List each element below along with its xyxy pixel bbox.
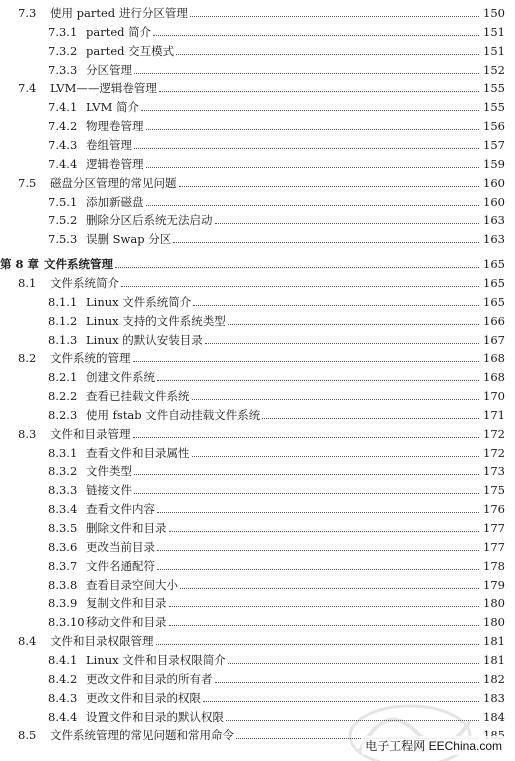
- subsection-entry: [0, 517, 515, 535]
- entry-page-number: 165: [483, 257, 505, 272]
- dot-leader: [146, 129, 480, 130]
- entry-title: LVM——逻辑卷管理: [50, 81, 157, 96]
- dot-leader: [192, 456, 480, 457]
- entry-title: 删除文件和目录: [86, 521, 167, 535]
- entry-page-number: 155: [483, 100, 505, 115]
- entry-title: 查看目录空间大小: [86, 577, 178, 592]
- entry-title: 链接文件: [86, 483, 132, 498]
- entry-page-number: 182: [483, 671, 505, 686]
- entry-title: 使用 fstab 文件自动挂载文件系统: [86, 407, 261, 422]
- entry-number: 7.4.4: [48, 156, 78, 171]
- subsection-entry: [0, 329, 515, 347]
- entry-title: Linux 文件和目录权限简介: [86, 652, 226, 667]
- entry-title: 更改文件和目录的权限: [86, 690, 201, 705]
- dot-leader: [157, 569, 479, 570]
- entry-title: 查看文件内容: [86, 502, 155, 517]
- entry-number: 7.3.2: [48, 43, 78, 58]
- entry-page-number: 156: [483, 119, 505, 134]
- entry-number: 7.5: [18, 175, 37, 190]
- subsection-entry: [0, 404, 515, 422]
- dot-leader: [156, 644, 480, 645]
- section-entry: [0, 77, 515, 95]
- entry-title: 使用 parted 进行分区管理: [50, 6, 188, 20]
- entry-number: 8.1.2: [48, 313, 78, 328]
- entry-title: 误删 Swap 分区: [86, 232, 172, 247]
- dot-leader: [134, 148, 479, 149]
- entry-page-number: 173: [483, 464, 505, 479]
- dot-leader: [169, 606, 480, 607]
- dot-leader: [262, 418, 479, 419]
- entry-number: 8.3.10: [48, 615, 85, 630]
- subsection-entry: [0, 209, 515, 227]
- entry-number: 8.3.9: [48, 596, 78, 611]
- entry-title: LVM 简介: [86, 100, 140, 115]
- dot-leader: [157, 380, 479, 381]
- subsection-entry: [0, 611, 515, 629]
- subsection-entry: [0, 592, 515, 610]
- entry-number: 第 8 章: [0, 257, 40, 272]
- entry-page-number: 180: [483, 615, 505, 630]
- entry-page-number: 155: [483, 81, 505, 96]
- entry-number: 7.3.1: [48, 24, 78, 39]
- subsection-entry: [0, 115, 515, 133]
- entry-title: 分区管理: [86, 62, 132, 77]
- entry-page-number: 180: [483, 596, 505, 611]
- entry-title: 卷组管理: [86, 138, 132, 152]
- entry-number: 8.3.6: [48, 539, 78, 554]
- entry-number: 7.4.1: [48, 100, 78, 115]
- entry-page-number: 160: [483, 175, 505, 190]
- entry-title: Linux 文件系统简介: [86, 294, 192, 309]
- entry-title: parted 交互模式: [86, 43, 175, 58]
- subsection-entry: [0, 191, 515, 209]
- entry-title: 查看文件和目录属性: [86, 445, 190, 460]
- entry-page-number: 176: [483, 502, 505, 517]
- entry-page-number: 179: [483, 577, 505, 592]
- subsection-entry: [0, 555, 515, 573]
- entry-page-number: 172: [483, 445, 505, 460]
- entry-title: 设置文件和目录的默认权限: [86, 709, 224, 724]
- entry-title: 移动文件和目录: [86, 615, 167, 630]
- dot-leader: [134, 493, 479, 494]
- entry-page-number: 157: [483, 138, 505, 152]
- dot-leader: [205, 343, 479, 344]
- entry-page-number: 160: [483, 194, 505, 209]
- entry-page-number: 151: [483, 43, 505, 58]
- entry-number: 8.1: [18, 275, 37, 290]
- subsection-entry: [0, 291, 515, 309]
- entry-page-number: 171: [483, 407, 505, 422]
- entry-page-number: 151: [483, 24, 505, 39]
- entry-number: 7.3: [18, 6, 37, 20]
- entry-number: 7.4.3: [48, 138, 78, 152]
- subsection-entry: [0, 59, 515, 77]
- dot-leader: [215, 682, 480, 683]
- entry-number: 8.1.1: [48, 294, 78, 309]
- entry-title: 更改当前目录: [86, 539, 155, 554]
- entry-number: 8.3.8: [48, 577, 78, 592]
- dot-leader: [146, 205, 480, 206]
- subsection-entry: [0, 479, 515, 497]
- entry-number: 8.3: [18, 426, 37, 441]
- entry-page-number: 167: [483, 332, 505, 347]
- entry-number: 8.3.4: [48, 502, 78, 517]
- entry-page-number: 177: [483, 521, 505, 535]
- section-entry: [0, 272, 515, 290]
- entry-number: 8.4.2: [48, 671, 78, 686]
- entry-title: 添加新磁盘: [86, 194, 144, 209]
- subsection-entry: [0, 40, 515, 58]
- section-entry: [0, 172, 515, 190]
- entry-number: 7.3.3: [48, 62, 78, 77]
- section-entry: [0, 423, 515, 441]
- subsection-entry: [0, 574, 515, 592]
- subsection-entry: [0, 460, 515, 478]
- dot-leader: [146, 167, 480, 168]
- entry-page-number: 183: [483, 690, 505, 705]
- entry-title: 删除分区后系统无法启动: [86, 213, 213, 228]
- entry-number: 8.3.2: [48, 464, 78, 479]
- dot-leader: [169, 531, 480, 532]
- entry-page-number: 163: [483, 213, 505, 228]
- entry-number: 7.4: [18, 81, 37, 96]
- dot-leader: [159, 91, 479, 92]
- entry-number: 7.5.3: [48, 232, 78, 247]
- subsection-entry: [0, 366, 515, 384]
- entry-page-number: 177: [483, 539, 505, 554]
- site-watermark: 电子工程网 EEChina.com: [362, 736, 505, 755]
- entry-number: 7.5.2: [48, 213, 78, 228]
- entry-page-number: 168: [483, 370, 505, 385]
- entry-page-number: 165: [483, 275, 505, 290]
- subsection-entry: [0, 21, 515, 39]
- subsection-entry: [0, 385, 515, 403]
- chapter-entry: [0, 253, 515, 271]
- dot-leader: [228, 663, 479, 664]
- subsection-entry: [0, 536, 515, 554]
- section-entry: [0, 347, 515, 365]
- dot-leader: [192, 399, 480, 400]
- entry-title: 文件系统简介: [50, 275, 119, 290]
- dot-leader: [190, 16, 479, 17]
- dot-leader: [141, 110, 479, 111]
- entry-title: 文件名通配符: [86, 558, 155, 573]
- dot-leader: [134, 474, 479, 475]
- entry-title: 物理卷管理: [86, 119, 144, 134]
- entry-page-number: 181: [483, 634, 505, 649]
- subsection-entry: [0, 498, 515, 516]
- entry-title: 创建文件系统: [86, 370, 155, 385]
- entry-number: 8.5: [18, 728, 37, 743]
- entry-page-number: 170: [483, 389, 505, 403]
- entry-title: 文件系统管理的常见问题和常用命令: [50, 728, 234, 743]
- entry-title: 查看已挂载文件系统: [86, 389, 190, 403]
- entry-number: 8.4.4: [48, 709, 78, 724]
- entry-page-number: 178: [483, 558, 505, 573]
- entry-number: 8.2.1: [48, 370, 78, 385]
- entry-page-number: 152: [483, 62, 505, 77]
- dot-leader: [157, 512, 479, 513]
- entry-title: Linux 支持的文件系统类型: [86, 313, 226, 328]
- dot-leader: [133, 437, 480, 438]
- subsection-entry: [0, 153, 515, 171]
- dot-leader: [153, 35, 479, 36]
- entry-title: 文件系统的管理: [50, 351, 131, 366]
- entry-title: 文件系统管理: [44, 257, 113, 272]
- subsection-entry: [0, 134, 515, 152]
- entry-number: 8.2.2: [48, 389, 78, 403]
- entry-number: 7.5.1: [48, 194, 78, 209]
- dot-leader: [121, 286, 479, 287]
- entry-page-number: 163: [483, 232, 505, 247]
- dot-leader: [228, 324, 479, 325]
- entry-page-number: 175: [483, 483, 505, 498]
- dot-leader: [180, 588, 479, 589]
- entry-title: 文件和目录管理: [50, 426, 131, 441]
- entry-page-number: 184: [483, 709, 505, 724]
- subsection-entry: [0, 310, 515, 328]
- entry-title: 复制文件和目录: [86, 596, 167, 611]
- entry-page-number: 168: [483, 351, 505, 366]
- dot-leader: [115, 267, 479, 268]
- entry-number: 8.3.3: [48, 483, 78, 498]
- entry-number: 8.4: [18, 634, 37, 649]
- section-entry: [0, 630, 515, 648]
- entry-title: 逻辑卷管理: [86, 156, 144, 171]
- entry-title: 文件和目录权限管理: [50, 634, 154, 649]
- entry-page-number: 181: [483, 652, 505, 667]
- dot-leader: [157, 550, 479, 551]
- dot-leader: [169, 625, 480, 626]
- section-entry: [0, 2, 515, 20]
- entry-page-number: 172: [483, 426, 505, 441]
- subsection-entry: [0, 649, 515, 667]
- entry-number: 8.2.3: [48, 407, 78, 422]
- entry-page-number: 165: [483, 294, 505, 309]
- entry-title: Linux 的默认安装目录: [86, 332, 203, 347]
- entry-number: 8.3.7: [48, 558, 78, 573]
- entry-page-number: 159: [483, 156, 505, 171]
- entry-page-number: 166: [483, 313, 505, 328]
- entry-number: 8.3.5: [48, 521, 78, 535]
- dot-leader: [215, 223, 480, 224]
- dot-leader: [173, 242, 479, 243]
- entry-number: 8.4.1: [48, 652, 78, 667]
- dot-leader: [133, 361, 480, 362]
- entry-number: 8.1.3: [48, 332, 78, 347]
- subsection-entry: [0, 228, 515, 246]
- entry-page-number: 150: [483, 6, 505, 20]
- dot-leader: [134, 73, 479, 74]
- entry-number: 8.3.1: [48, 445, 78, 460]
- entry-number: 8.4.3: [48, 690, 78, 705]
- entry-number: 7.4.2: [48, 119, 78, 134]
- dot-leader: [179, 186, 480, 187]
- entry-number: 8.2: [18, 351, 37, 366]
- entry-title: 磁盘分区管理的常见问题: [50, 175, 177, 190]
- entry-title: 文件类型: [86, 464, 132, 479]
- subsection-entry: [0, 442, 515, 460]
- subsection-entry: [0, 96, 515, 114]
- dot-leader: [176, 54, 479, 55]
- entry-title: 更改文件和目录的所有者: [86, 671, 213, 686]
- entry-title: parted 简介: [86, 24, 152, 39]
- dot-leader: [193, 305, 479, 306]
- subsection-entry: [0, 668, 515, 686]
